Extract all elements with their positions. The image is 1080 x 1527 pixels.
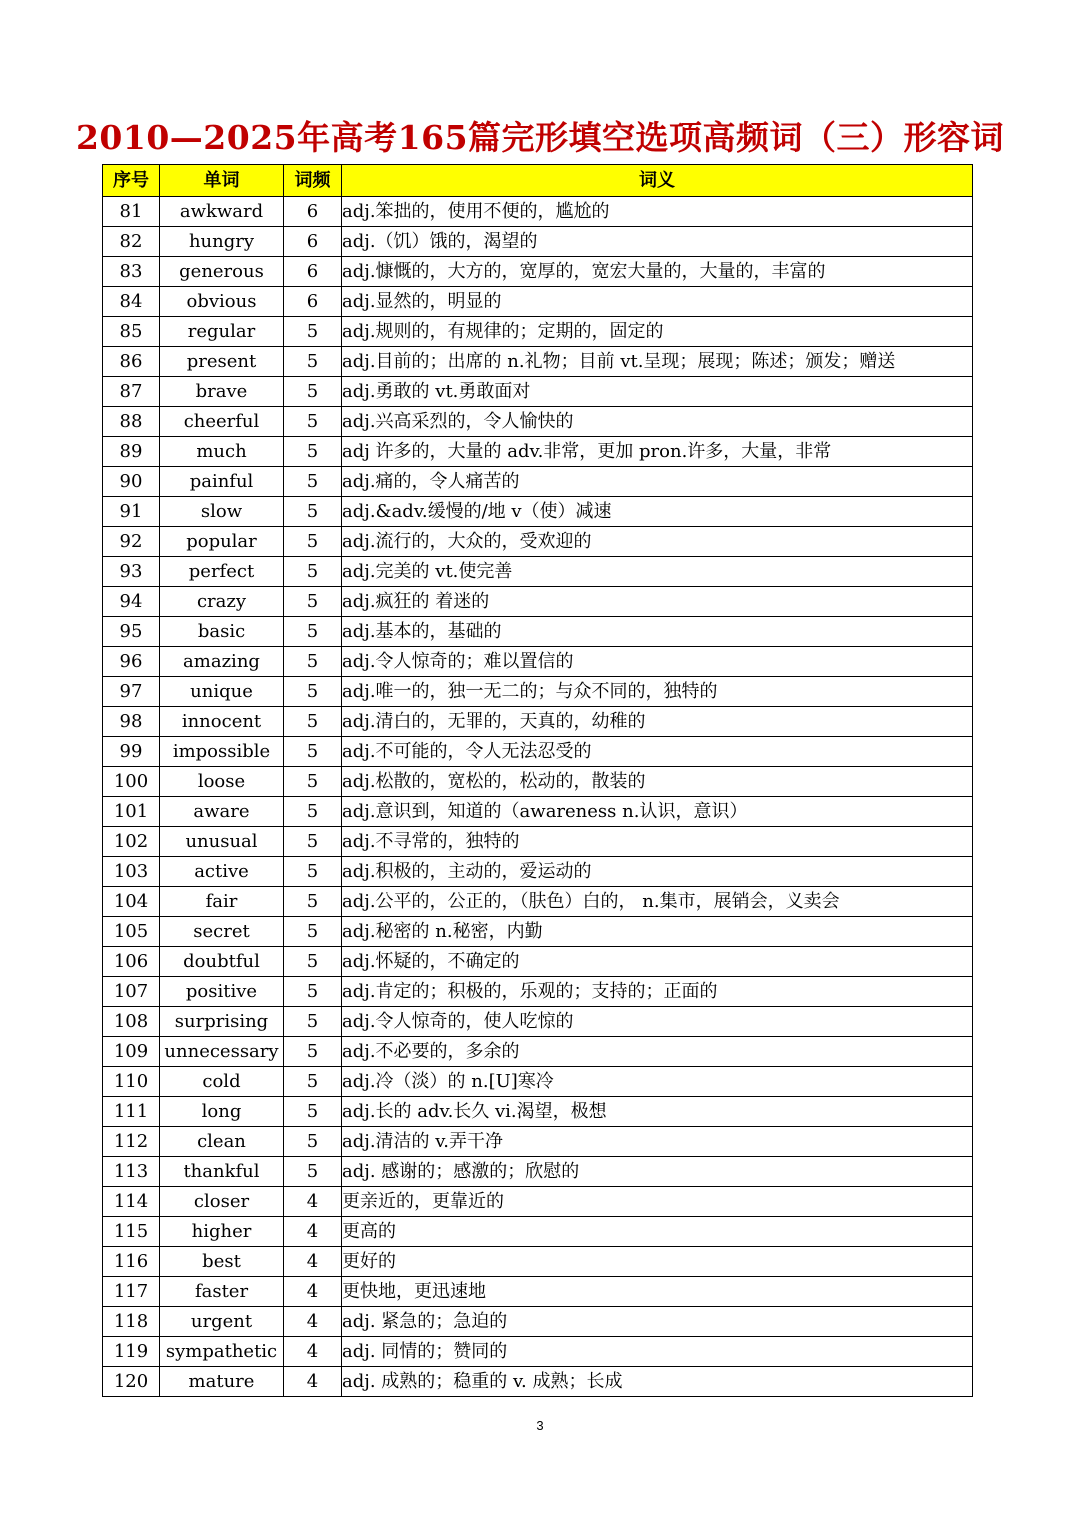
row-number: 116 xyxy=(103,1247,160,1277)
row-number: 105 xyxy=(103,917,160,947)
row-frequency: 4 xyxy=(284,1367,342,1397)
row-definition: adj.流行的，大众的，受欢迎的 xyxy=(342,527,973,557)
table-row xyxy=(103,1127,973,1157)
row-frequency: 5 xyxy=(284,707,342,737)
row-frequency: 5 xyxy=(284,827,342,857)
row-frequency: 5 xyxy=(284,647,342,677)
row-number: 111 xyxy=(103,1097,160,1127)
row-frequency: 5 xyxy=(284,917,342,947)
table-row xyxy=(103,437,973,467)
row-number: 95 xyxy=(103,617,160,647)
table-row xyxy=(103,257,973,287)
row-word: higher xyxy=(160,1217,284,1247)
row-definition: adj.笨拙的，使用不便的，尴尬的 xyxy=(342,197,973,227)
row-word: fair xyxy=(160,887,284,917)
row-word: perfect xyxy=(160,557,284,587)
row-frequency: 5 xyxy=(284,557,342,587)
table-row xyxy=(103,797,973,827)
table-row xyxy=(103,1157,973,1187)
row-word: best xyxy=(160,1247,284,1277)
row-word: faster xyxy=(160,1277,284,1307)
row-frequency: 5 xyxy=(284,1157,342,1187)
row-frequency: 6 xyxy=(284,227,342,257)
row-definition: adj.不寻常的，独特的 xyxy=(342,827,973,857)
table-row xyxy=(103,1277,973,1307)
page-number: 3 xyxy=(536,1418,544,1433)
row-definition: adj.不可能的，令人无法忍受的 xyxy=(342,737,973,767)
row-word: surprising xyxy=(160,1007,284,1037)
row-number: 85 xyxy=(103,317,160,347)
table-row xyxy=(103,317,973,347)
row-definition: adj.完美的 vt.使完善 xyxy=(342,557,973,587)
row-frequency: 5 xyxy=(284,437,342,467)
row-number: 112 xyxy=(103,1127,160,1157)
row-word: basic xyxy=(160,617,284,647)
table-row xyxy=(103,767,973,797)
row-number: 84 xyxy=(103,287,160,317)
row-word: present xyxy=(160,347,284,377)
row-definition: adj.令人惊奇的；难以置信的 xyxy=(342,647,973,677)
row-number: 86 xyxy=(103,347,160,377)
table-row xyxy=(103,377,973,407)
header-freq: 词频 xyxy=(284,165,342,197)
table-row xyxy=(103,347,973,377)
row-word: active xyxy=(160,857,284,887)
page-title: 2010—2025年高考165篇完形填空选项高频词（三）形容词 xyxy=(75,118,1005,157)
row-frequency: 5 xyxy=(284,887,342,917)
row-definition: adj.令人惊奇的，使人吃惊的 xyxy=(342,1007,973,1037)
table-row xyxy=(103,947,973,977)
vocabulary-table xyxy=(102,164,973,1397)
row-number: 102 xyxy=(103,827,160,857)
row-frequency: 5 xyxy=(284,767,342,797)
row-frequency: 5 xyxy=(284,1097,342,1127)
header-word: 单词 xyxy=(160,165,284,197)
row-word: generous xyxy=(160,257,284,287)
row-frequency: 4 xyxy=(284,1247,342,1277)
row-number: 109 xyxy=(103,1037,160,1067)
row-word: positive xyxy=(160,977,284,1007)
row-definition: 更快地，更迅速地 xyxy=(342,1277,973,1307)
row-definition: adj. 成熟的；稳重的 v. 成熟；长成 xyxy=(342,1367,973,1397)
row-definition: adj.不必要的，多余的 xyxy=(342,1037,973,1067)
row-frequency: 4 xyxy=(284,1277,342,1307)
row-word: unnecessary xyxy=(160,1037,284,1067)
row-frequency: 5 xyxy=(284,407,342,437)
row-word: cheerful xyxy=(160,407,284,437)
row-definition: adj.慷慨的，大方的，宽厚的，宽宏大量的，大量的，丰富的 xyxy=(342,257,973,287)
row-word: unusual xyxy=(160,827,284,857)
table-row xyxy=(103,737,973,767)
row-definition: adj.积极的，主动的，爱运动的 xyxy=(342,857,973,887)
header-def: 词义 xyxy=(342,165,973,197)
row-frequency: 5 xyxy=(284,377,342,407)
table-row xyxy=(103,1217,973,1247)
row-word: crazy xyxy=(160,587,284,617)
table-row xyxy=(103,1037,973,1067)
row-word: sympathetic xyxy=(160,1337,284,1367)
row-number: 91 xyxy=(103,497,160,527)
row-definition: adj. 感谢的；感激的；欣慰的 xyxy=(342,1157,973,1187)
table-row xyxy=(103,707,973,737)
row-number: 88 xyxy=(103,407,160,437)
row-frequency: 5 xyxy=(284,1127,342,1157)
row-number: 113 xyxy=(103,1157,160,1187)
row-frequency: 5 xyxy=(284,587,342,617)
row-number: 97 xyxy=(103,677,160,707)
table-row xyxy=(103,887,973,917)
row-definition: 更亲近的，更靠近的 xyxy=(342,1187,973,1217)
row-frequency: 5 xyxy=(284,797,342,827)
row-number: 115 xyxy=(103,1217,160,1247)
row-word: thankful xyxy=(160,1157,284,1187)
row-definition: 更高的 xyxy=(342,1217,973,1247)
row-frequency: 5 xyxy=(284,1067,342,1097)
row-word: brave xyxy=(160,377,284,407)
row-number: 89 xyxy=(103,437,160,467)
row-number: 107 xyxy=(103,977,160,1007)
row-number: 110 xyxy=(103,1067,160,1097)
row-definition: adj.目前的；出席的 n.礼物；目前 vt.呈现；展现；陈述；颁发；赠送 xyxy=(342,347,973,377)
row-number: 99 xyxy=(103,737,160,767)
row-frequency: 5 xyxy=(284,977,342,1007)
table-header-row xyxy=(103,165,973,197)
row-definition: adj.肯定的；积极的，乐观的；支持的；正面的 xyxy=(342,977,973,1007)
row-number: 106 xyxy=(103,947,160,977)
row-word: doubtful xyxy=(160,947,284,977)
row-number: 120 xyxy=(103,1367,160,1397)
row-definition: adj 许多的，大量的 adv.非常，更加 pron.许多，大量，非常 xyxy=(342,437,973,467)
row-word: mature xyxy=(160,1367,284,1397)
row-definition: adj.&adv.缓慢的/地 v（使）减速 xyxy=(342,497,973,527)
row-frequency: 5 xyxy=(284,947,342,977)
table-row xyxy=(103,917,973,947)
row-definition: adj.长的 adv.长久 vi.渴望，极想 xyxy=(342,1097,973,1127)
row-frequency: 4 xyxy=(284,1337,342,1367)
row-frequency: 6 xyxy=(284,287,342,317)
row-word: innocent xyxy=(160,707,284,737)
table-row xyxy=(103,197,973,227)
row-definition: adj.规则的，有规律的；定期的，固定的 xyxy=(342,317,973,347)
table-row xyxy=(103,1097,973,1127)
table-row xyxy=(103,677,973,707)
row-definition: adj.松散的，宽松的，松动的，散装的 xyxy=(342,767,973,797)
row-definition: adj. 同情的；赞同的 xyxy=(342,1337,973,1367)
row-definition: adj.清白的，无罪的，天真的，幼稚的 xyxy=(342,707,973,737)
row-number: 114 xyxy=(103,1187,160,1217)
table-row xyxy=(103,647,973,677)
row-frequency: 4 xyxy=(284,1217,342,1247)
row-frequency: 5 xyxy=(284,497,342,527)
table-row xyxy=(103,857,973,887)
row-frequency: 5 xyxy=(284,317,342,347)
row-frequency: 6 xyxy=(284,257,342,287)
row-definition: adj.秘密的 n.秘密，内勤 xyxy=(342,917,973,947)
table-row xyxy=(103,1007,973,1037)
row-word: cold xyxy=(160,1067,284,1097)
table-row xyxy=(103,557,973,587)
row-frequency: 5 xyxy=(284,857,342,887)
table-row xyxy=(103,287,973,317)
row-word: slow xyxy=(160,497,284,527)
table-row xyxy=(103,977,973,1007)
row-word: secret xyxy=(160,917,284,947)
row-number: 118 xyxy=(103,1307,160,1337)
row-number: 98 xyxy=(103,707,160,737)
table-row xyxy=(103,407,973,437)
row-frequency: 4 xyxy=(284,1307,342,1337)
row-frequency: 5 xyxy=(284,677,342,707)
row-number: 103 xyxy=(103,857,160,887)
row-definition: adj.基本的，基础的 xyxy=(342,617,973,647)
row-number: 81 xyxy=(103,197,160,227)
row-definition: adj.意识到，知道的（awareness n.认识，意识） xyxy=(342,797,973,827)
row-number: 83 xyxy=(103,257,160,287)
row-word: urgent xyxy=(160,1307,284,1337)
table-body xyxy=(103,197,973,1397)
row-definition: 更好的 xyxy=(342,1247,973,1277)
row-number: 82 xyxy=(103,227,160,257)
row-word: impossible xyxy=(160,737,284,767)
row-number: 117 xyxy=(103,1277,160,1307)
row-number: 119 xyxy=(103,1337,160,1367)
row-frequency: 5 xyxy=(284,467,342,497)
row-definition: adj.公平的，公正的，（肤色）白的， n.集市，展销会，义卖会 xyxy=(342,887,973,917)
row-definition: adj.冷（淡）的 n.[U]寒冷 xyxy=(342,1067,973,1097)
row-definition: adj. 紧急的；急迫的 xyxy=(342,1307,973,1337)
row-word: hungry xyxy=(160,227,284,257)
row-definition: adj.显然的，明显的 xyxy=(342,287,973,317)
row-frequency: 5 xyxy=(284,347,342,377)
table-row xyxy=(103,1247,973,1277)
row-definition: adj.兴高采烈的，令人愉快的 xyxy=(342,407,973,437)
table-row xyxy=(103,617,973,647)
table-row xyxy=(103,1367,973,1397)
row-definition: adj.疯狂的 着迷的 xyxy=(342,587,973,617)
row-number: 87 xyxy=(103,377,160,407)
table-row xyxy=(103,527,973,557)
row-number: 104 xyxy=(103,887,160,917)
row-word: obvious xyxy=(160,287,284,317)
row-word: awkward xyxy=(160,197,284,227)
row-definition: adj.（饥）饿的，渴望的 xyxy=(342,227,973,257)
row-definition: adj.痛的，令人痛苦的 xyxy=(342,467,973,497)
row-word: long xyxy=(160,1097,284,1127)
row-number: 94 xyxy=(103,587,160,617)
header-num: 序号 xyxy=(103,165,160,197)
row-definition: adj.清洁的 v.弄干净 xyxy=(342,1127,973,1157)
row-number: 93 xyxy=(103,557,160,587)
row-word: popular xyxy=(160,527,284,557)
row-word: clean xyxy=(160,1127,284,1157)
table-row xyxy=(103,497,973,527)
row-frequency: 5 xyxy=(284,527,342,557)
row-word: amazing xyxy=(160,647,284,677)
row-word: unique xyxy=(160,677,284,707)
row-frequency: 6 xyxy=(284,197,342,227)
table-row xyxy=(103,1337,973,1367)
row-word: closer xyxy=(160,1187,284,1217)
row-frequency: 4 xyxy=(284,1187,342,1217)
table-row xyxy=(103,587,973,617)
row-frequency: 5 xyxy=(284,1037,342,1067)
table-row xyxy=(103,467,973,497)
row-word: regular xyxy=(160,317,284,347)
row-word: much xyxy=(160,437,284,467)
table-row xyxy=(103,827,973,857)
row-definition: adj.怀疑的，不确定的 xyxy=(342,947,973,977)
row-number: 101 xyxy=(103,797,160,827)
row-number: 92 xyxy=(103,527,160,557)
row-number: 96 xyxy=(103,647,160,677)
row-number: 90 xyxy=(103,467,160,497)
row-frequency: 5 xyxy=(284,737,342,767)
row-frequency: 5 xyxy=(284,1007,342,1037)
row-word: loose xyxy=(160,767,284,797)
table-row xyxy=(103,1307,973,1337)
table-row xyxy=(103,1067,973,1097)
row-word: aware xyxy=(160,797,284,827)
row-number: 100 xyxy=(103,767,160,797)
row-word: painful xyxy=(160,467,284,497)
table-row xyxy=(103,227,973,257)
table-row xyxy=(103,1187,973,1217)
row-definition: adj.勇敢的 vt.勇敢面对 xyxy=(342,377,973,407)
row-number: 108 xyxy=(103,1007,160,1037)
row-definition: adj.唯一的，独一无二的；与众不同的，独特的 xyxy=(342,677,973,707)
row-frequency: 5 xyxy=(284,617,342,647)
